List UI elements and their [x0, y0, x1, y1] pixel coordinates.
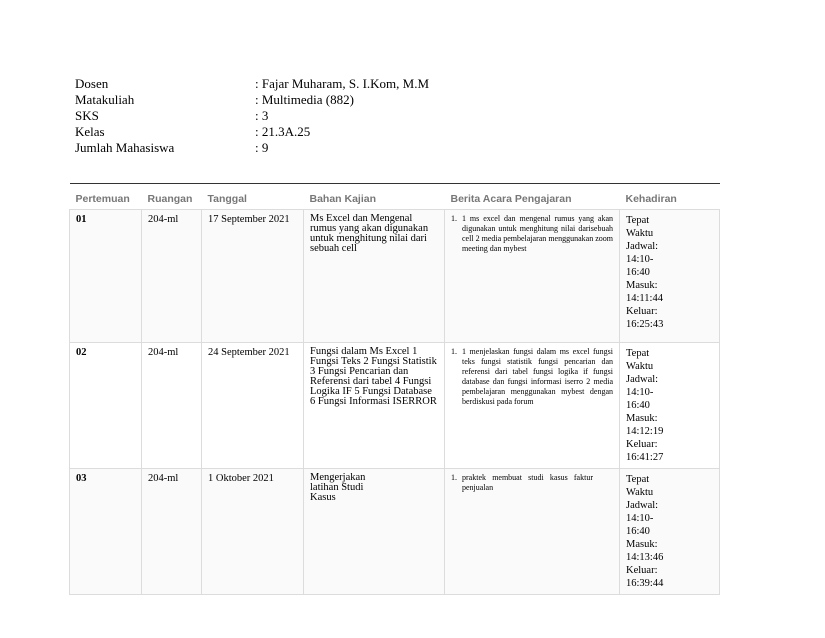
kehadiran-line: 16:40: [626, 267, 650, 278]
bahan-kajian-cell: Fungsi dalam Ms Excel 1 Fungsi Teks 2 Fungsi Statistik 3 Fungsi Pencarian dan Referensi dari tabel 4 Fungsi Logika IF 5 Fungsi Database 6 Fungsi Informasi ISERROR: [304, 343, 445, 469]
jumlah-value: : 9: [255, 140, 269, 155]
kehadiran-line: 16:40: [626, 526, 650, 537]
header-pertemuan: Pertemuan: [70, 184, 142, 210]
kehadiran-line: Tepat: [626, 215, 650, 226]
kehadiran-line: Jadwal:: [626, 500, 659, 511]
kehadiran-line: Jadwal:: [626, 374, 659, 385]
dosen-value: : Fajar Muharam, S. I.Kom, M.M: [255, 76, 430, 91]
berita-acara-cell: [445, 343, 620, 469]
pertemuan-cell: 02: [70, 343, 142, 469]
kehadiran-line: 14:10-: [626, 387, 654, 398]
kehadiran-line: Jadwal:: [626, 241, 659, 252]
header-kehadiran: Kehadiran: [620, 184, 720, 210]
berita-number: 1.: [451, 347, 457, 356]
info-row-jumlah: [75, 140, 429, 156]
berita-number: 1.: [451, 214, 457, 223]
berita-number: 1.: [451, 473, 457, 482]
kehadiran-line: Keluar:: [626, 439, 658, 450]
header-berita-acara: Berita Acara Pengajaran: [445, 184, 620, 210]
kehadiran-line: 16:25:43: [626, 319, 664, 330]
kehadiran-cell: [620, 469, 720, 595]
dosen-label: Dosen: [75, 76, 109, 91]
course-info: [75, 76, 429, 156]
kehadiran-line: 14:13:46: [626, 552, 664, 563]
kehadiran-line: Keluar:: [626, 306, 658, 317]
jumlah-label: Jumlah Mahasiswa: [75, 140, 175, 155]
kehadiran-line: 14:12:19: [626, 426, 664, 437]
tanggal-cell: 17 September 2021: [202, 210, 304, 343]
kehadiran-line: 14:10-: [626, 254, 654, 265]
berita-acara-cell: [445, 469, 620, 595]
header-ruangan: Ruangan: [142, 184, 202, 210]
table-header-row: [70, 184, 720, 210]
ruangan-cell: 204-ml: [142, 469, 202, 595]
sks-label: SKS: [75, 108, 99, 123]
berita-text: 1 ms excel dan mengenal rumus yang akan digunakan untuk menghitung nilai darisebuah cell 2 media pembelajaran menggunakan zoom meeting dan mybest: [462, 214, 613, 253]
table-row: [70, 343, 720, 469]
table-row: [70, 210, 720, 343]
pertemuan-cell: 03: [70, 469, 142, 595]
kehadiran-line: Tepat: [626, 474, 650, 485]
berita-text: praktek membuat studi kasus faktur penjualan: [462, 473, 593, 492]
ruangan-cell: 204-ml: [142, 210, 202, 343]
kelas-label: Kelas: [75, 124, 105, 139]
kehadiran-line: Waktu: [626, 361, 654, 372]
table-row: [70, 469, 720, 595]
kehadiran-line: 16:41:27: [626, 452, 664, 463]
header-bahan-kajian: Bahan Kajian: [304, 184, 445, 210]
kehadiran-line: Keluar:: [626, 565, 658, 576]
bahan-kajian-cell: Ms Excel dan Mengenal rumus yang akan digunakan untuk menghitung nilai dari sebuah cell: [304, 210, 445, 343]
berita-acara-cell: [445, 210, 620, 343]
info-row-matakuliah: [75, 92, 429, 108]
kehadiran-line: Masuk:: [626, 539, 658, 550]
kehadiran-line: Waktu: [626, 228, 654, 239]
info-row-kelas: [75, 124, 429, 140]
matakuliah-value: : Multimedia (882): [255, 92, 354, 107]
kehadiran-line: 16:39:44: [626, 578, 664, 589]
kehadiran-line: Masuk:: [626, 280, 658, 291]
kehadiran-line: 14:10-: [626, 513, 654, 524]
kehadiran-line: Tepat: [626, 348, 650, 359]
pertemuan-cell: 01: [70, 210, 142, 343]
info-row-dosen: [75, 76, 429, 92]
sks-value: : 3: [255, 108, 269, 123]
kehadiran-line: Waktu: [626, 487, 654, 498]
berita-text: 1 menjelaskan fungsi dalam ms excel fungsi teks fungsi statistik fungsi pencarian dan referensi dari tabel fungsi logika if fungsi database dan fungsi informasi iserro 2 media pembelajaran menggunakan mybest dengan berdiskusi pada forum: [462, 347, 613, 406]
header-tanggal: Tanggal: [202, 184, 304, 210]
info-row-sks: [75, 108, 429, 124]
bahan-kajian-cell: Mengerjakan latihan Studi Kasus: [304, 469, 445, 595]
tanggal-cell: 1 Oktober 2021: [202, 469, 304, 595]
kelas-value: : 21.3A.25: [255, 124, 311, 139]
kehadiran-line: 16:40: [626, 400, 650, 411]
kehadiran-line: Masuk:: [626, 413, 658, 424]
kehadiran-cell: [620, 210, 720, 343]
kehadiran-line: 14:11:44: [626, 293, 663, 304]
attendance-table: [69, 183, 720, 595]
tanggal-cell: 24 September 2021: [202, 343, 304, 469]
ruangan-cell: 204-ml: [142, 343, 202, 469]
kehadiran-cell: [620, 343, 720, 469]
matakuliah-label: Matakuliah: [75, 92, 135, 107]
